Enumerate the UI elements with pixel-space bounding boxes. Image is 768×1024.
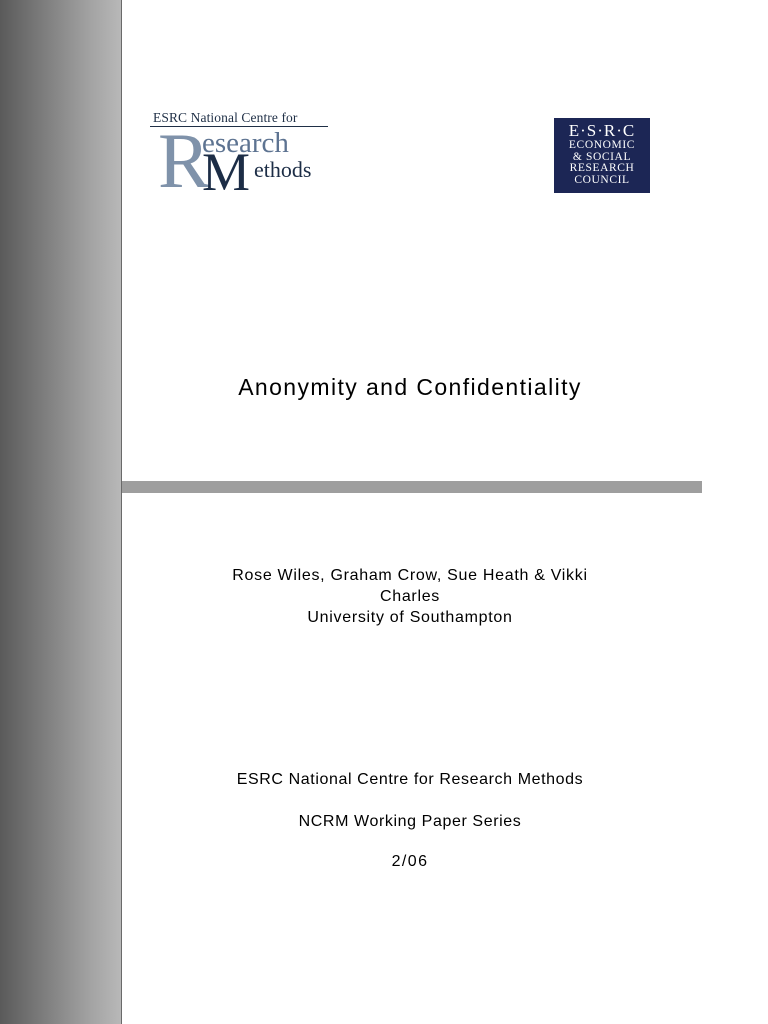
- ncrm-logo-esearch: esearch: [202, 127, 289, 159]
- publisher-centre: ESRC National Centre for Research Methods: [236, 771, 584, 788]
- authors-line-1: Rose Wiles, Graham Crow, Sue Heath & Vikki: [232, 567, 588, 584]
- left-sidebar-band: [0, 0, 122, 1024]
- esrc-logo-line-research: RESEARCH: [569, 162, 635, 174]
- esrc-logo-line-social: & SOCIAL: [572, 150, 632, 163]
- author-block: [180, 565, 640, 628]
- esrc-logo-line-economic: ECONOMIC: [568, 139, 636, 151]
- authors-line-2: Charles: [379, 588, 441, 605]
- esrc-logo: [554, 118, 650, 193]
- ncrm-logo-m: M: [202, 142, 251, 202]
- paper-number: 2/06: [391, 853, 429, 870]
- horizontal-divider-bar: [122, 481, 702, 493]
- esrc-logo-line-council: COUNCIL: [574, 173, 630, 186]
- ncrm-logo-ethods: ethods: [254, 157, 312, 182]
- esrc-logo-acronym: E·S·R·C: [568, 121, 636, 140]
- ncrm-logo-top-line: ESRC National Centre for: [153, 110, 298, 125]
- series-name: NCRM Working Paper Series: [298, 813, 522, 830]
- author-affiliation: University of Southampton: [307, 609, 513, 626]
- ncrm-logo-r: R: [158, 117, 211, 204]
- ncrm-logo: [150, 110, 330, 204]
- document-title: Anonymity and Confidentiality: [238, 374, 582, 400]
